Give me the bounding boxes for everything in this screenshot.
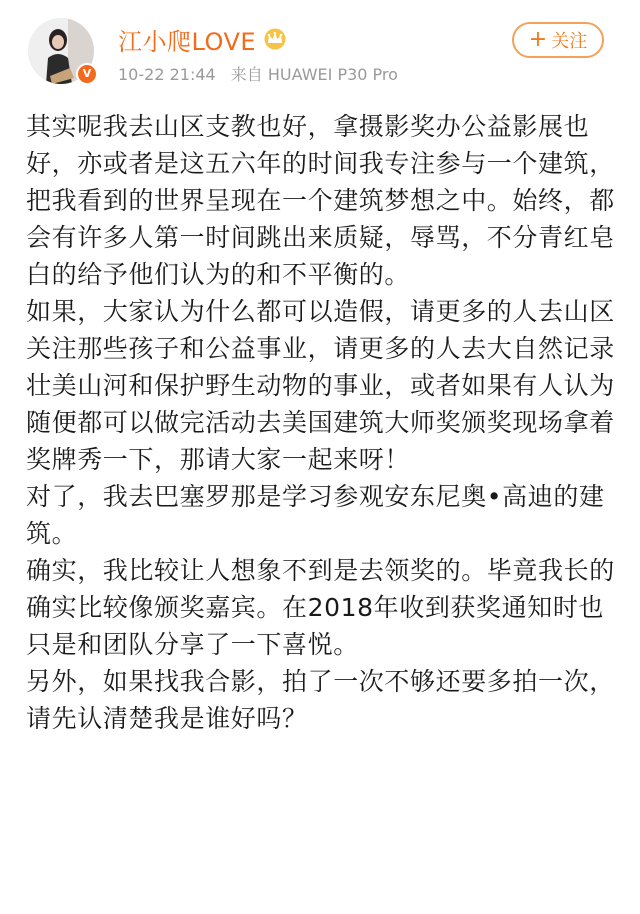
post-paragraph: 确实，我比较让人想象不到是去领奖的。毕竟我长的确实比较像颁奖嘉宾。在2018年收到获奖通知时也只是和团队分享了一下喜悦。	[26, 556, 615, 659]
verified-badge-icon: V	[76, 63, 98, 85]
follow-label: 关注	[551, 31, 588, 52]
post-header	[0, 0, 640, 100]
source-device: HUAWEI P30 Pro	[267, 65, 398, 84]
post-meta	[118, 62, 398, 85]
username[interactable]: 江小爬LOVE	[118, 27, 257, 56]
post-paragraph: 如果，大家认为什么都可以造假，请更多的人去山区关注那些孩子和公益事业，请更多的人去大自然记录壮美山河和保护野生动物的事业，或者如果有人认为随便都可以做完活动去美国建筑大师奖颁奖现场拿着奖牌秀一下，那请大家一起来呀！	[26, 297, 615, 474]
post-content	[26, 108, 622, 737]
crown-icon	[262, 28, 288, 50]
follow-button[interactable]	[512, 22, 604, 58]
name-row	[118, 22, 288, 56]
post-timestamp: 10-22 21:44	[118, 65, 216, 84]
post-paragraph: 对了，我去巴塞罗那是学习参观安东尼奥•高迪的建筑。	[26, 482, 605, 548]
post-paragraph: 其实呢我去山区支教也好，拿摄影奖办公益影展也好，亦或者是这五六年的时间我专注参与一个建筑，把我看到的世界呈现在一个建筑梦想之中。始终，都会有许多人第一时间跳出来质疑，辱骂，不分青红皂白的给予他们认为的和不平衡的。	[26, 112, 615, 289]
plus-icon: +	[528, 27, 548, 52]
post-paragraph: 另外，如果找我合影，拍了一次不够还要多拍一次，请先认清楚我是谁好吗？	[26, 667, 615, 733]
source-prefix: 来自	[230, 65, 263, 84]
